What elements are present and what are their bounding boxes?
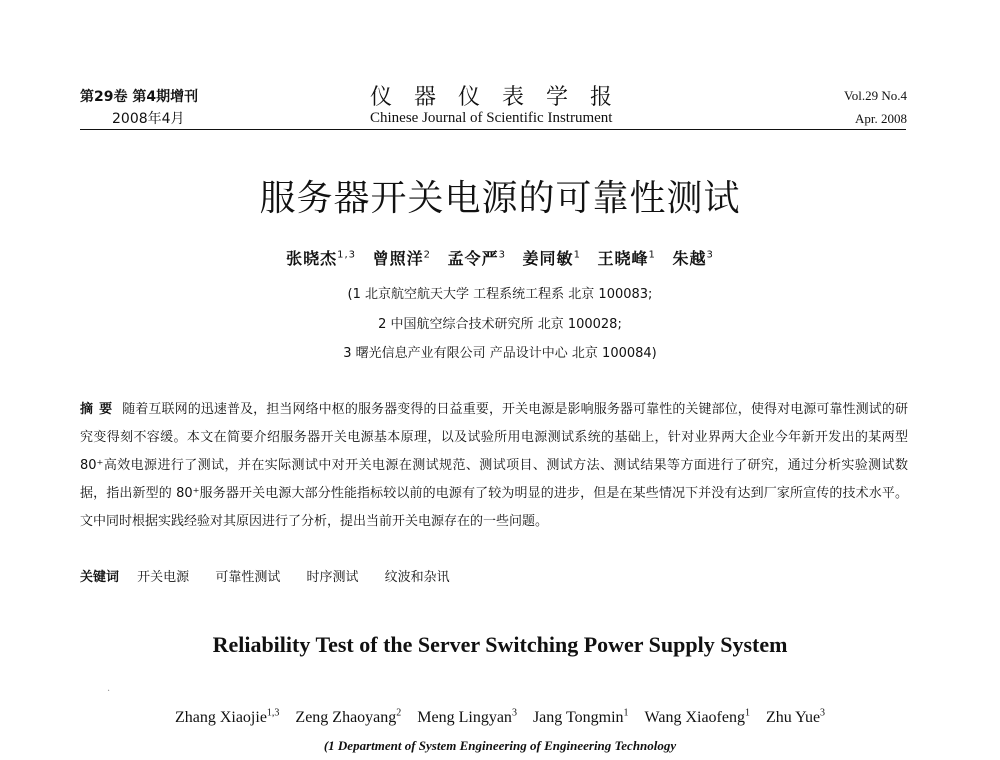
author-en: Meng Lingyan$^3$ <box>417 708 517 727</box>
volume-issue: 第29卷 第4期增刊 <box>80 89 199 105</box>
author-en: Zhang Xiaojie$^{1,3}$ <box>174 708 280 727</box>
author-en: Wang Xiaofeng$^1$ <box>644 708 750 727</box>
keyword: 时序测试 <box>306 570 359 585</box>
paper-title-en: Reliability Test of the Server Switching Power Supply System <box>212 632 788 657</box>
journal-title-cn: 仪器仪表学报 <box>370 85 635 110</box>
volume-issue-en: Vol.29 No.4 <box>844 88 907 103</box>
keyword: 开关电源 <box>137 570 190 585</box>
author-en: Jang Tongmin$^1$ <box>532 708 629 727</box>
author-en: Zhu Yue$^3$ <box>765 708 826 727</box>
affiliation-en: (1 Department of System Engineering of Engineering Technology <box>323 738 677 753</box>
abstract <box>80 396 908 536</box>
issue-date-en: Apr. 2008 <box>855 111 907 126</box>
issue-date-cn: 2008年4月 <box>112 111 185 127</box>
paper-title-cn: 服务器开关电源的可靠性测试 <box>259 178 741 219</box>
header-rule <box>80 129 906 130</box>
author-cn: 孟令严$^3$ <box>447 249 506 268</box>
author-cn: 姜同敏$^1$ <box>522 249 581 268</box>
author-cn: 张晓杰$^{1,3}$ <box>286 249 357 268</box>
affiliation-cn-2: 2 中国航空综合技术研究所 北京 100028; <box>378 317 622 332</box>
abstract-label: 摘要 <box>80 402 119 417</box>
keywords <box>80 566 472 585</box>
speck: · <box>107 686 111 697</box>
affiliation-cn-1: (1 北京航空航天大学 工程系统工程系 北京 100083; <box>347 287 653 302</box>
author-list-en <box>0 708 1000 727</box>
keyword: 纹波和杂讯 <box>384 570 450 585</box>
author-cn: 朱越$^3$ <box>672 249 714 268</box>
keyword: 可靠性测试 <box>215 570 281 585</box>
author-cn: 王晓峰$^1$ <box>597 249 656 268</box>
journal-title-en: Chinese Journal of Scientific Instrument <box>370 110 613 126</box>
author-en: Zeng Zhaoyang$^2$ <box>295 708 402 727</box>
abstract-text: 随着互联网的迅速普及，担当网络中枢的服务器变得的日益重要，开关电源是影响服务器可靠性的关键部位，使得对电源可靠性测试的研究变得刻不容缓。本文在简要介绍服务器开关电源基本原理，以及试验所用电源测试系统的基础上，针对业界两大企业今年新开发出的某两型 80⁺高效电源进行了测试，并在实际测试中对开关电源在测试规范、测试项目、测试方法、测试结果等方面进行了研究，通过分析实验测试数据，指出新型的 80⁺服务器开关电源大部分性能指标较以前的电源有了较为明显的进步，但是在某些情况下并没有达到厂家所宣传的技术水平。文中同时根据实践经验对其原因进行了分析，提出当前开关电源存在的一些问题。 <box>80 402 908 529</box>
keywords-label: 关键词 <box>80 570 120 585</box>
author-list-cn <box>0 246 1000 269</box>
affiliation-cn-3: 3 曙光信息产业有限公司 产品设计中心 北京 100084) <box>343 346 657 361</box>
author-cn: 曾照洋$^2$ <box>372 249 431 268</box>
